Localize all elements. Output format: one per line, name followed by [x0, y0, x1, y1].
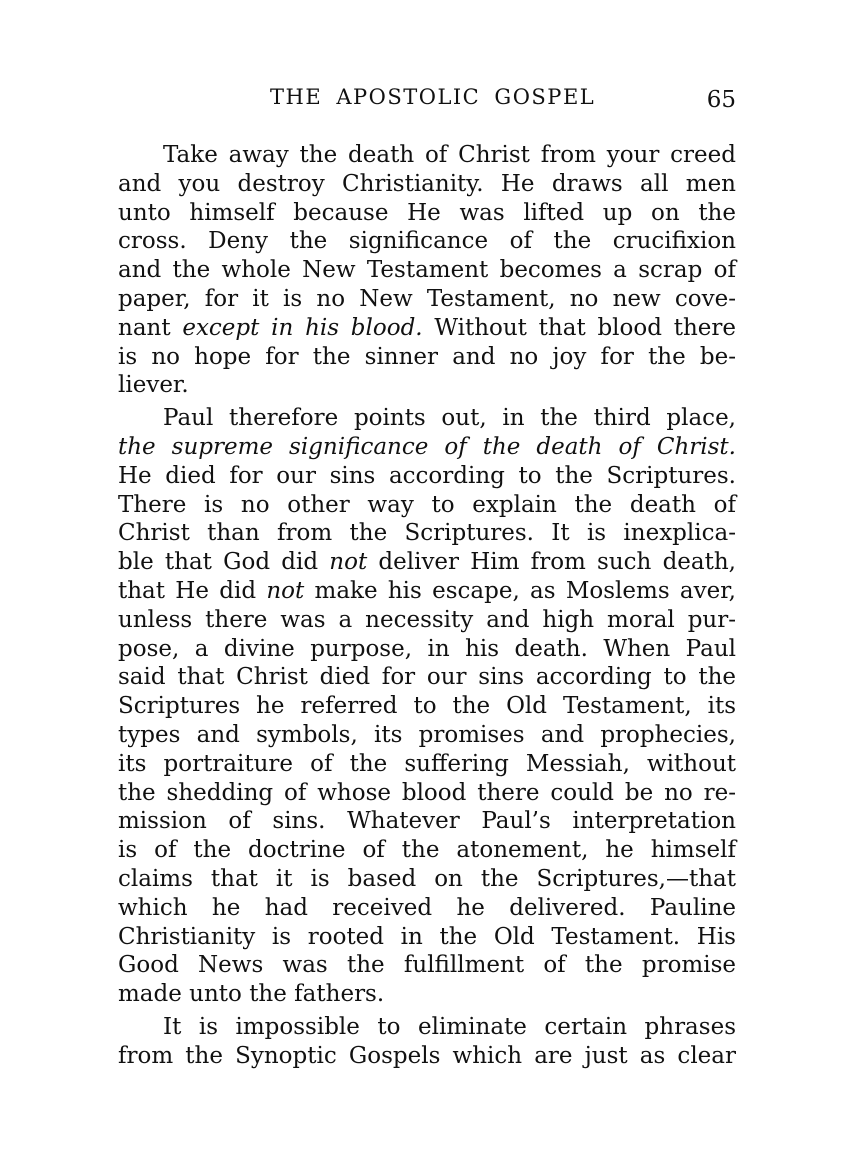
- text-line: the shedding of whose blood there could be no re-: [118, 779, 736, 806]
- text-segment: make his escape, as Moslems aver,: [304, 577, 736, 604]
- text-line: unto himself because He was lifted up on the: [118, 199, 736, 226]
- emphasis-text: not: [266, 577, 305, 604]
- paragraph-3: [118, 1013, 736, 1071]
- text-line: and you destroy Christianity. He draws all men: [118, 170, 736, 197]
- text-line: Take away the death of Christ from your creed: [163, 142, 736, 168]
- text-line: which he had received he delivered. Pauline: [118, 894, 736, 921]
- paragraph-2: [118, 404, 736, 1009]
- paragraph-1: [118, 141, 736, 400]
- text-line: pose, a divine purpose, in his death. When Paul: [118, 635, 736, 662]
- running-title: THE APOSTOLIC GOSPEL: [270, 85, 596, 109]
- text-segment: nant: [118, 314, 183, 341]
- text-line: is of the doctrine of the atonement, he himself: [118, 837, 736, 864]
- text-line: Christ than from the Scriptures. It is inexplica-: [118, 520, 736, 547]
- text-line: made unto the fathers.: [118, 981, 385, 1008]
- text-line: He died for our sins according to the Scriptures.: [118, 462, 736, 489]
- emphasis-text: not: [329, 549, 368, 576]
- text-line: [118, 577, 736, 606]
- text-line: cross. Deny the significance of the crucifixion: [118, 228, 736, 255]
- text-segment: that He did: [118, 577, 267, 604]
- text-line: [118, 548, 736, 577]
- text-line: Scriptures he referred to the Old Testament, its: [118, 693, 736, 720]
- text-line: Christianity is rooted in the Old Testament. His: [118, 923, 736, 950]
- text-line: There is no other way to explain the death of: [118, 491, 736, 518]
- text-line: Good News was the fulfillment of the promise: [118, 952, 736, 979]
- text-segment: ble that God did: [118, 549, 330, 576]
- emphasis-line: the supreme significance of the death of Christ.: [118, 433, 736, 460]
- text-line: liever.: [118, 372, 189, 399]
- text-line: its portraiture of the suffering Messiah, without: [118, 750, 736, 777]
- text-line: mission of sins. Whatever Paul’s interpretation: [118, 808, 736, 835]
- emphasis-text: except in his blood.: [182, 314, 423, 341]
- text-line: from the Synoptic Gospels which are just as clear: [118, 1042, 736, 1069]
- text-line: Paul therefore points out, in the third place,: [163, 405, 736, 432]
- text-segment: Without that blood there: [422, 314, 736, 341]
- running-header: [118, 82, 736, 118]
- text-line: It is impossible to eliminate certain phrases: [163, 1013, 736, 1040]
- text-line: is no hope for the sinner and no joy for the be-: [118, 343, 736, 370]
- page-number: 65: [706, 87, 736, 113]
- text-line: said that Christ died for our sins according to the: [118, 664, 736, 691]
- text-line: types and symbols, its promises and prophecies,: [118, 721, 736, 748]
- text-line: [118, 314, 736, 343]
- text-segment: deliver Him from such death,: [367, 549, 736, 576]
- text-line: and the whole New Testament becomes a scrap of: [118, 257, 736, 284]
- text-line: paper, for it is no New Testament, no new cove-: [118, 285, 736, 312]
- body-text: [118, 141, 736, 1075]
- text-line: claims that it is based on the Scriptures,—that: [118, 865, 736, 892]
- text-line: unless there was a necessity and high moral pur-: [118, 606, 736, 633]
